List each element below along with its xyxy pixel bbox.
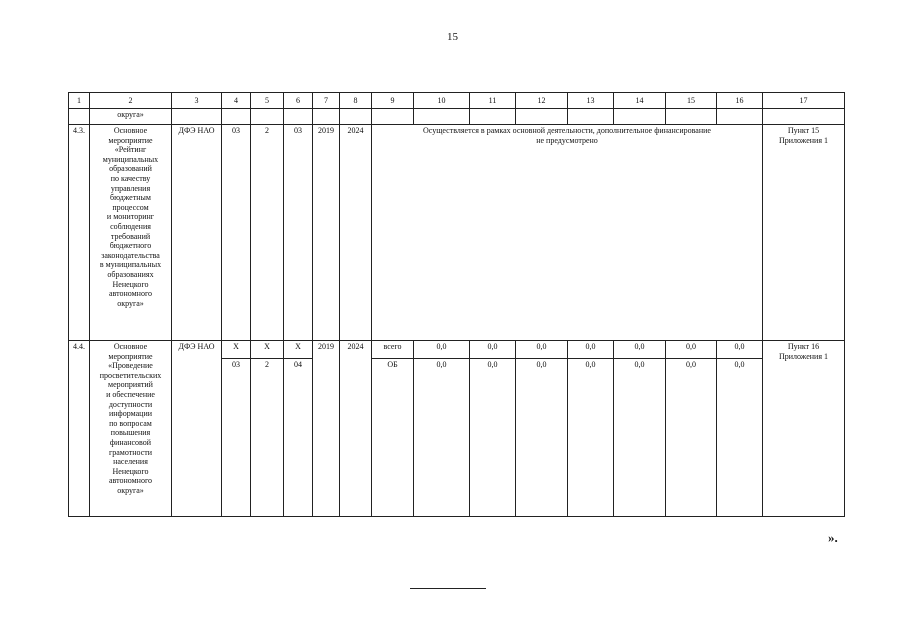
value-cell: 0,0 (470, 359, 516, 517)
measure-name: Основное мероприятие «Рейтинг муниципальных образований по качеству управления бюджетным процессом и мониторинг соблюдения требований бюджетного законодательства в муниципальных образованиях Ненецкого автономного округа» (90, 125, 172, 341)
value-cell: 0,0 (666, 359, 717, 517)
value-cell: 0,0 (614, 359, 666, 517)
column-number: 17 (763, 93, 845, 109)
basis-reference: Пункт 16 Приложения 1 (763, 341, 845, 517)
code-cell: 04 (284, 359, 313, 517)
end-year: 2024 (340, 125, 372, 341)
value-cell: 0,0 (414, 359, 470, 517)
code-cell: 03 (222, 125, 251, 341)
value-cell: 0,0 (516, 359, 568, 517)
code-cell: 03 (284, 125, 313, 341)
value-cell: 0,0 (568, 341, 614, 359)
column-number: 11 (470, 93, 516, 109)
executor: ДФЭ НАО (172, 125, 222, 341)
column-number: 10 (414, 93, 470, 109)
column-number: 9 (372, 93, 414, 109)
column-number: 14 (614, 93, 666, 109)
column-numbers-row (69, 93, 845, 109)
value-cell: 0,0 (717, 341, 763, 359)
start-year: 2019 (313, 341, 340, 517)
code-cell: Х (222, 341, 251, 359)
executor: ДФЭ НАО (172, 341, 222, 517)
row-number: 4.3. (69, 125, 90, 341)
code-cell: 03 (222, 359, 251, 517)
code-cell: 2 (251, 125, 284, 341)
funding-source: ОБ (372, 359, 414, 517)
column-number: 16 (717, 93, 763, 109)
value-cell: 0,0 (568, 359, 614, 517)
table-row (69, 125, 845, 341)
column-number: 6 (284, 93, 313, 109)
value-cell: 0,0 (414, 341, 470, 359)
closing-quote-mark: ». (828, 530, 838, 545)
measure-name: Основное мероприятие «Проведение просветительских мероприятий и обеспечение доступности информации по вопросам повышения финансовой грамотности населения Ненецкого автономного округа» (90, 341, 172, 517)
column-number: 2 (90, 93, 172, 109)
funding-source: всего (372, 341, 414, 359)
code-cell: Х (251, 341, 284, 359)
column-number: 12 (516, 93, 568, 109)
financing-note: Осуществляется в рамках основной деятельности, дополнительное финансирование не предусмотрено (372, 125, 763, 341)
column-number: 13 (568, 93, 614, 109)
carry-over-text: округа» (90, 109, 172, 125)
column-number: 5 (251, 93, 284, 109)
end-year: 2024 (340, 341, 372, 517)
code-cell: 2 (251, 359, 284, 517)
column-number: 4 (222, 93, 251, 109)
value-cell: 0,0 (470, 341, 516, 359)
column-number: 8 (340, 93, 372, 109)
code-cell: Х (284, 341, 313, 359)
page-number: 15 (447, 31, 458, 43)
column-number: 1 (69, 93, 90, 109)
start-year: 2019 (313, 125, 340, 341)
column-number: 15 (666, 93, 717, 109)
value-cell: 0,0 (614, 341, 666, 359)
row-number: 4.4. (69, 341, 90, 517)
program-measures-table (68, 92, 845, 517)
column-number: 3 (172, 93, 222, 109)
carry-over-row (69, 109, 845, 125)
basis-reference: Пункт 15 Приложения 1 (763, 125, 845, 341)
value-cell: 0,0 (717, 359, 763, 517)
value-cell: 0,0 (666, 341, 717, 359)
footnote-divider (410, 588, 486, 589)
value-cell: 0,0 (516, 341, 568, 359)
table-row (69, 341, 845, 359)
column-number: 7 (313, 93, 340, 109)
